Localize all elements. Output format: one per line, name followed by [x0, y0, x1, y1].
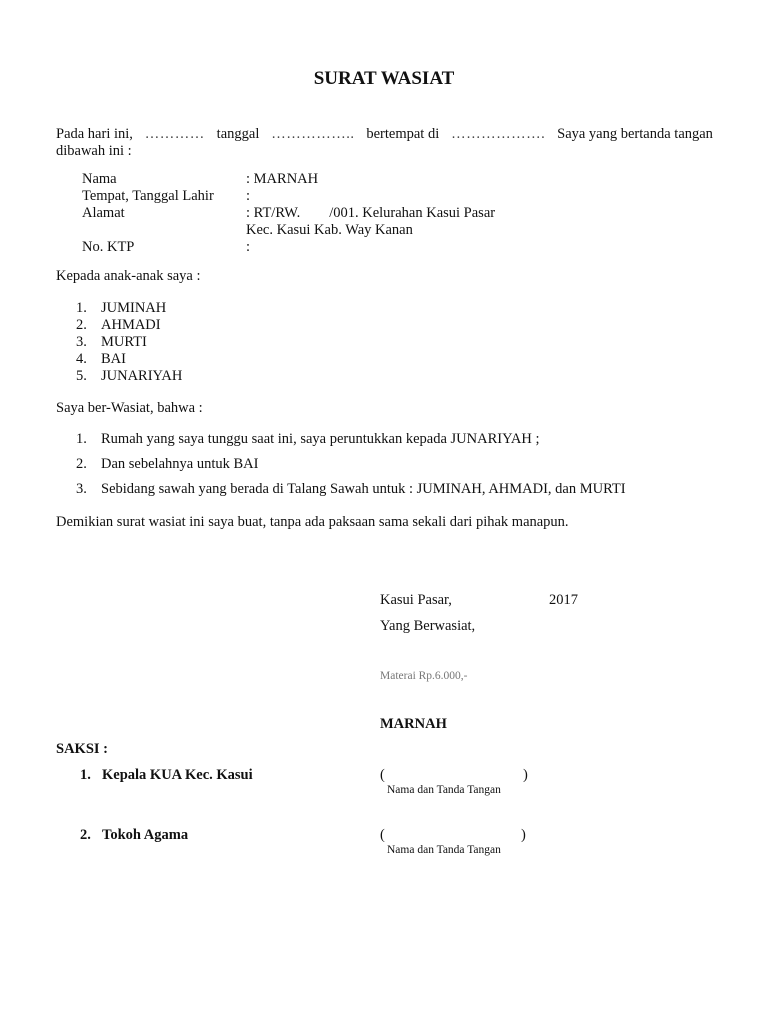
witness-number: 2.: [80, 827, 91, 843]
child-name: BAI: [101, 351, 126, 367]
signature-place: Kasui Pasar,: [380, 592, 452, 608]
witness-role: Kepala KUA Kec. Kasui: [102, 767, 253, 783]
alamat-value-1: : RT/RW. /001. Kelurahan Kasui Pasar: [246, 205, 496, 221]
wasiat-text: Rumah yang saya tunggu saat ini, saya peruntukkan kepada JUNARIYAH ;: [101, 431, 540, 447]
child-number: 5.: [76, 368, 87, 384]
ttl-value: :: [246, 188, 251, 204]
children-intro: Kepada anak-anak saya :: [56, 268, 201, 284]
blank-hari: …………: [144, 126, 205, 142]
materai-stamp-note: Materai Rp.6.000,-: [380, 670, 468, 682]
wasiat-number: 1.: [76, 431, 87, 447]
signature-bracket-close: ): [521, 827, 526, 843]
child-name: JUMINAH: [101, 300, 167, 316]
nama-value: : MARNAH: [246, 171, 319, 187]
saksi-heading: SAKSI :: [56, 741, 108, 757]
signature-caption: Nama dan Tanda Tangan: [387, 784, 501, 796]
opening-line-2: dibawah ini :: [56, 143, 132, 159]
child-number: 1.: [76, 300, 87, 316]
closing-statement: Demikian surat wasiat ini saya buat, tanpa ada paksaan sama sekali dari pihak manapun.: [56, 514, 569, 530]
alamat-value-2: Kec. Kasui Kab. Way Kanan: [246, 222, 413, 238]
signature-bracket-close: ): [523, 767, 528, 783]
ktp-value: :: [246, 239, 251, 255]
signature-bracket-open: (: [380, 827, 385, 843]
child-name: JUNARIYAH: [101, 368, 183, 384]
opening-phrase-4: Saya yang bertanda tangan: [557, 126, 713, 142]
ttl-label: Tempat, Tanggal Lahir: [82, 188, 214, 204]
wasiat-number: 2.: [76, 456, 87, 472]
nama-label: Nama: [82, 171, 117, 187]
signatory-name: MARNAH: [380, 716, 447, 732]
blank-tempat: ……………….: [451, 126, 546, 142]
opening-phrase-3: bertempat di: [366, 126, 440, 142]
signature-bracket-open: (: [380, 767, 385, 783]
child-name: AHMADI: [101, 317, 161, 333]
witness-number: 1.: [80, 767, 91, 783]
document-title: SURAT WASIAT: [313, 68, 455, 89]
child-number: 3.: [76, 334, 87, 350]
blank-tanggal: ……………..: [271, 126, 355, 142]
child-name: MURTI: [101, 334, 147, 350]
opening-paragraph: [56, 126, 713, 160]
opening-phrase-1: Pada hari ini,: [56, 126, 133, 142]
wasiat-intro: Saya ber-Wasiat, bahwa :: [56, 400, 203, 416]
wasiat-text: Sebidang sawah yang berada di Talang Sawah untuk : JUMINAH, AHMADI, dan MURTI: [101, 481, 626, 497]
wasiat-text: Dan sebelahnya untuk BAI: [101, 456, 259, 472]
signature-caption: Nama dan Tanda Tangan: [387, 844, 501, 856]
ktp-label: No. KTP: [82, 239, 135, 255]
wasiat-number: 3.: [76, 481, 87, 497]
child-number: 4.: [76, 351, 87, 367]
alamat-label: Alamat: [82, 205, 125, 221]
signature-year: 2017: [549, 592, 578, 608]
signature-role: Yang Berwasiat,: [380, 618, 476, 634]
opening-phrase-2: tanggal: [216, 126, 260, 142]
witness-role: Tokoh Agama: [102, 827, 189, 843]
child-number: 2.: [76, 317, 87, 333]
